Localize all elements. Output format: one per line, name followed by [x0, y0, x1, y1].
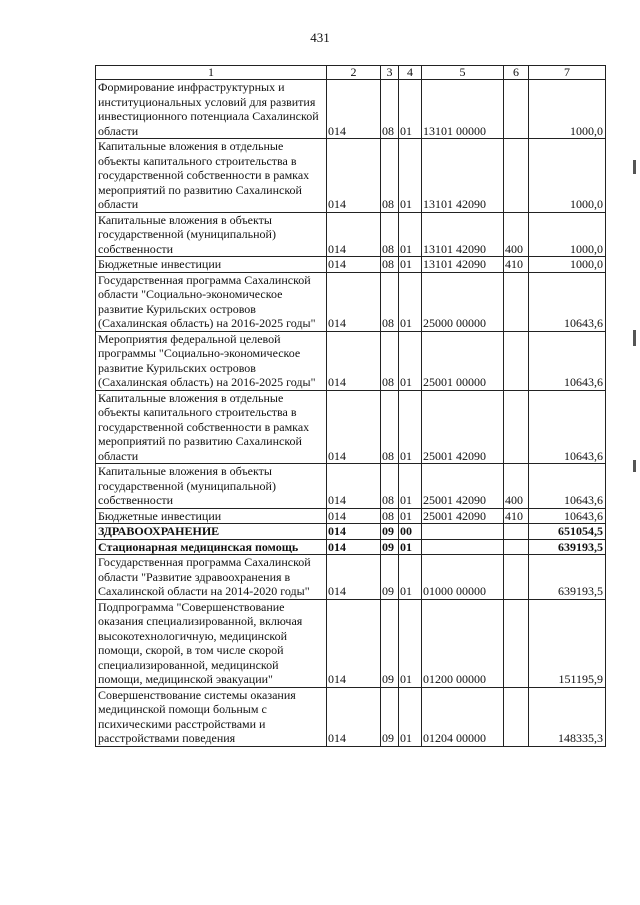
row-vr-cell	[504, 390, 529, 464]
row-vr-cell	[504, 539, 529, 555]
row-csr-cell: 01204 00000	[422, 687, 504, 746]
table-body	[96, 80, 606, 747]
row-ved-cell: 014	[327, 508, 381, 524]
row-sum-cell: 10643,6	[529, 464, 606, 509]
row-vr-cell	[504, 272, 529, 331]
row-vr-cell	[504, 555, 529, 600]
row-csr-cell: 13101 42090	[422, 257, 504, 273]
row-sum-cell: 1000,0	[529, 80, 606, 139]
row-rz-cell: 08	[381, 331, 399, 390]
row-name-cell: Государственная программа Сахалинской области "Социально-экономическое развитие Курильских островов (Сахалинская область) на 2016-2025 годы"	[96, 272, 327, 331]
row-vr-cell: 410	[504, 508, 529, 524]
row-name-cell: Мероприятия федеральной целевой программы "Социально-экономическое развитие Курильских островов (Сахалинская область) на 2016-2025 годы"	[96, 331, 327, 390]
row-ved-cell: 014	[327, 257, 381, 273]
row-vr-cell	[504, 687, 529, 746]
row-name-cell: Формирование инфраструктурных и институциональных условий для развития инвестиционного потенциала Сахалинской области	[96, 80, 327, 139]
row-csr-cell: 25001 42090	[422, 508, 504, 524]
table-row	[96, 257, 606, 273]
row-pr-cell: 01	[399, 257, 422, 273]
header-cell: 2	[327, 66, 381, 80]
row-name-cell: Капитальные вложения в объекты государственной (муниципальной) собственности	[96, 464, 327, 509]
row-pr-cell: 01	[399, 212, 422, 257]
row-ved-cell: 014	[327, 212, 381, 257]
row-sum-cell: 10643,6	[529, 508, 606, 524]
row-pr-cell: 01	[399, 555, 422, 600]
table-row	[96, 555, 606, 600]
row-pr-cell: 01	[399, 390, 422, 464]
row-rz-cell: 09	[381, 524, 399, 540]
table-row	[96, 524, 606, 540]
row-csr-cell	[422, 524, 504, 540]
row-vr-cell	[504, 80, 529, 139]
header-cell: 3	[381, 66, 399, 80]
row-pr-cell: 01	[399, 599, 422, 687]
row-csr-cell: 25001 42090	[422, 464, 504, 509]
row-name-cell: Государственная программа Сахалинской области "Развитие здравоохранения в Сахалинской области на 2014-2020 годы"	[96, 555, 327, 600]
row-name-cell: Капитальные вложения в отдельные объекты капитального строительства в государственной собственности в рамках мероприятий по развитию Сахалинской области	[96, 139, 327, 213]
table-row	[96, 599, 606, 687]
row-rz-cell: 09	[381, 599, 399, 687]
budget-table	[95, 65, 606, 747]
row-pr-cell: 01	[399, 508, 422, 524]
row-vr-cell	[504, 139, 529, 213]
row-name-cell: Капитальные вложения в отдельные объекты капитального строительства в государственной собственности в рамках мероприятий по развитию Сахалинской области	[96, 390, 327, 464]
row-csr-cell: 25001 42090	[422, 390, 504, 464]
table-row	[96, 331, 606, 390]
row-vr-cell	[504, 331, 529, 390]
row-pr-cell: 01	[399, 687, 422, 746]
row-sum-cell: 639193,5	[529, 555, 606, 600]
table-row	[96, 687, 606, 746]
table-row	[96, 539, 606, 555]
row-pr-cell: 01	[399, 80, 422, 139]
scan-margin-mark	[633, 460, 636, 472]
table-header-row	[96, 66, 606, 80]
row-sum-cell: 10643,6	[529, 272, 606, 331]
row-sum-cell: 639193,5	[529, 539, 606, 555]
row-ved-cell: 014	[327, 555, 381, 600]
row-sum-cell: 151195,9	[529, 599, 606, 687]
row-ved-cell: 014	[327, 687, 381, 746]
table-row	[96, 464, 606, 509]
row-ved-cell: 014	[327, 390, 381, 464]
table-row	[96, 80, 606, 139]
header-cell: 7	[529, 66, 606, 80]
header-cell: 4	[399, 66, 422, 80]
row-sum-cell: 10643,6	[529, 331, 606, 390]
row-name-cell: Бюджетные инвестиции	[96, 508, 327, 524]
row-csr-cell	[422, 539, 504, 555]
table-row	[96, 508, 606, 524]
row-pr-cell: 01	[399, 331, 422, 390]
scan-margin-mark	[633, 160, 636, 174]
row-sum-cell: 651054,5	[529, 524, 606, 540]
row-rz-cell: 09	[381, 687, 399, 746]
row-name-cell: Капитальные вложения в объекты государственной (муниципальной) собственности	[96, 212, 327, 257]
row-ved-cell: 014	[327, 80, 381, 139]
row-rz-cell: 09	[381, 555, 399, 600]
row-name-cell: Совершенствование системы оказания медицинской помощи больным с психическими расстройствами и расстройствами поведения	[96, 687, 327, 746]
row-ved-cell: 014	[327, 599, 381, 687]
row-ved-cell: 014	[327, 464, 381, 509]
row-pr-cell: 01	[399, 139, 422, 213]
row-ved-cell: 014	[327, 331, 381, 390]
row-sum-cell: 10643,6	[529, 390, 606, 464]
row-rz-cell: 08	[381, 257, 399, 273]
row-sum-cell: 1000,0	[529, 257, 606, 273]
row-rz-cell: 08	[381, 272, 399, 331]
row-csr-cell: 13101 00000	[422, 80, 504, 139]
row-name-cell: Бюджетные инвестиции	[96, 257, 327, 273]
row-sum-cell: 148335,3	[529, 687, 606, 746]
table-row	[96, 139, 606, 213]
row-rz-cell: 08	[381, 508, 399, 524]
row-pr-cell: 01	[399, 539, 422, 555]
row-sum-cell: 1000,0	[529, 139, 606, 213]
row-rz-cell: 08	[381, 80, 399, 139]
row-name-cell: Стационарная медицинская помощь	[96, 539, 327, 555]
row-ved-cell: 014	[327, 539, 381, 555]
row-ved-cell: 014	[327, 272, 381, 331]
row-rz-cell: 08	[381, 212, 399, 257]
row-rz-cell: 08	[381, 139, 399, 213]
header-cell: 6	[504, 66, 529, 80]
table-row	[96, 390, 606, 464]
table-row	[96, 212, 606, 257]
row-pr-cell: 01	[399, 272, 422, 331]
page-number: 431	[310, 30, 330, 45]
row-rz-cell: 08	[381, 464, 399, 509]
row-rz-cell: 08	[381, 390, 399, 464]
header-cell: 1	[96, 66, 327, 80]
header-cell: 5	[422, 66, 504, 80]
row-vr-cell	[504, 599, 529, 687]
row-sum-cell: 1000,0	[529, 212, 606, 257]
row-vr-cell: 400	[504, 212, 529, 257]
scan-margin-mark	[633, 330, 636, 346]
row-csr-cell: 25001 00000	[422, 331, 504, 390]
row-csr-cell: 01000 00000	[422, 555, 504, 600]
row-name-cell: ЗДРАВООХРАНЕНИЕ	[96, 524, 327, 540]
row-vr-cell: 400	[504, 464, 529, 509]
table-row	[96, 272, 606, 331]
row-rz-cell: 09	[381, 539, 399, 555]
row-pr-cell: 01	[399, 464, 422, 509]
row-ved-cell: 014	[327, 139, 381, 213]
row-csr-cell: 13101 42090	[422, 212, 504, 257]
row-ved-cell: 014	[327, 524, 381, 540]
row-vr-cell	[504, 524, 529, 540]
row-csr-cell: 25000 00000	[422, 272, 504, 331]
row-csr-cell: 01200 00000	[422, 599, 504, 687]
row-csr-cell: 13101 42090	[422, 139, 504, 213]
row-pr-cell: 00	[399, 524, 422, 540]
row-vr-cell: 410	[504, 257, 529, 273]
row-name-cell: Подпрограмма "Совершенствование оказания специализированной, включая высокотехнологичную, медицинской помощи, скорой, в том числе скорой специализированной, медицинской помощи, медицинской эвакуации"	[96, 599, 327, 687]
